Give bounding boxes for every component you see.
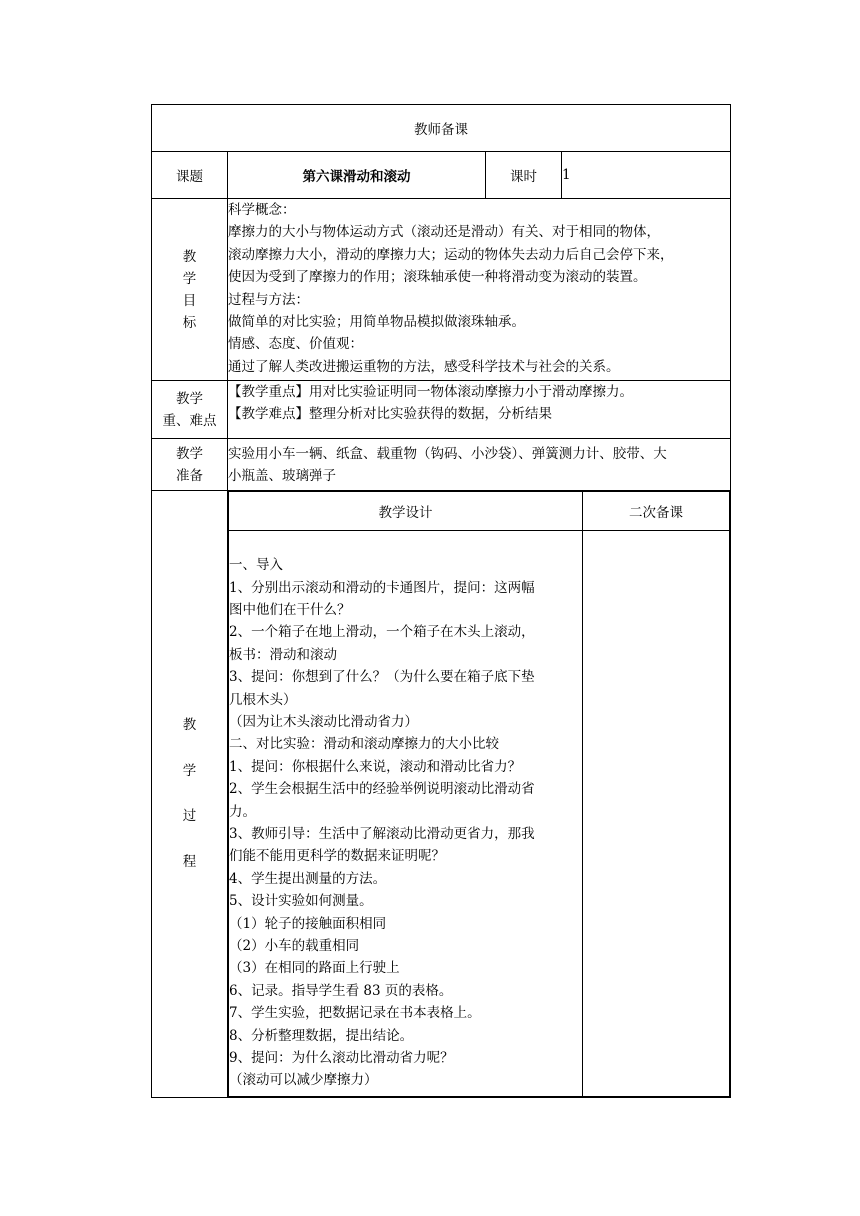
design-line: 力。 <box>229 803 256 820</box>
preparation-row <box>152 439 731 491</box>
preparation-line: 实验用小车一辆、纸盒、载重物（钩码、小沙袋）、弹簧测力计、胶带、大 <box>228 446 667 462</box>
goals-line: 摩擦力的大小与物体运动方式（滚动还是滑动）有关、对于相同的物体， <box>228 224 660 241</box>
design-line: （因为让木头滚动比滑动省力） <box>229 713 418 730</box>
key-points-label: 教学 重、难点 <box>152 381 228 439</box>
design-content <box>229 531 583 1097</box>
design-line: 一、导入 <box>229 557 283 574</box>
lesson-plan-table <box>151 104 731 1098</box>
goals-line: 滚动摩擦力大小，滑动的摩擦力大；运动的物体失去动力后自己会停下来， <box>228 246 674 263</box>
design-line: （3）在相同的路面上行驶上 <box>229 960 400 977</box>
goals-line: 通过了解人类改进搬运重物的方法，感受科学技术与社会的关系。 <box>228 358 620 375</box>
design-line: 几根木头） <box>229 691 297 708</box>
goals-line: 做简单的对比实验；用简单物品模拟做滚珠轴承。 <box>228 314 525 331</box>
design-line: 们能不能用更科学的数据来证明呢？ <box>229 848 445 865</box>
process-inner-table <box>228 491 730 1097</box>
design-line: 8、分析整理数据，提出结论。 <box>229 1027 414 1044</box>
topic-value: 第六课滑动和滚动 <box>228 152 486 199</box>
topic-label: 课题 <box>152 152 228 199</box>
process-label: 教 学 过 程 <box>152 491 228 1098</box>
design-header: 教学设计 <box>229 492 583 531</box>
goals-line: 情感、态度、价值观： <box>228 336 363 353</box>
second-prep-content <box>583 531 730 1097</box>
key-points-row <box>152 381 731 439</box>
goals-line: 过程与方法： <box>228 291 309 308</box>
design-line: 板书：滑动和滚动 <box>229 646 337 663</box>
document-title: 教师备课 <box>152 105 731 152</box>
design-line: （2）小车的载重相同 <box>229 938 360 955</box>
design-line: 3、提问：你想到了什么？（为什么要在箱子底下垫 <box>229 669 535 686</box>
preparation-line: 小瓶盖、玻璃弹子 <box>228 468 336 485</box>
key-point-line: 【教学重点】用对比实验证明同一物体滚动摩擦力小于滑动摩擦力。 <box>228 384 633 400</box>
preparation-label: 教学 准备 <box>152 439 228 491</box>
goals-line: 科学概念： <box>228 202 296 218</box>
goals-row <box>152 199 731 381</box>
design-line: 二、对比实验：滑动和滚动摩擦力的大小比较 <box>229 736 499 753</box>
goals-line: 使因为受到了摩擦力的作用；滚珠轴承使一种将滑动变为滚动的装置。 <box>228 269 647 286</box>
preparation-content <box>228 439 731 491</box>
design-line: 4、学生提出测量的方法。 <box>229 870 387 887</box>
period-label: 课时 <box>486 152 562 199</box>
design-line: 5、设计实验如何测量。 <box>229 893 373 910</box>
period-value: 1 <box>562 152 731 199</box>
goals-content <box>228 199 731 381</box>
design-line: 7、学生实验，把数据记录在书本表格上。 <box>229 1005 481 1022</box>
goals-label: 教 学 目 标 <box>152 199 228 381</box>
process-cell <box>228 491 731 1098</box>
design-line: 图中他们在干什么？ <box>229 601 351 618</box>
title-row <box>152 105 731 152</box>
design-line: 1、提问：你根据什么来说，滚动和滑动比省力？ <box>229 758 522 775</box>
design-line: （1）轮子的接触面积相同 <box>229 915 387 932</box>
process-row <box>152 491 731 1098</box>
design-line: （滚动可以减少摩擦力） <box>229 1072 378 1089</box>
design-line: 2、一个箱子在地上滑动，一个箱子在木头上滚动， <box>229 624 535 641</box>
key-points-content <box>228 381 731 439</box>
second-prep-header: 二次备课 <box>583 492 730 531</box>
design-line: 1、分别出示滚动和滑动的卡通图片，提问：这两幅 <box>229 579 535 596</box>
design-line: 9、提问：为什么滚动比滑动省力呢？ <box>229 1050 454 1067</box>
topic-row <box>152 152 731 199</box>
design-line: 2、学生会根据生活中的经验举例说明滚动比滑动省 <box>229 781 535 798</box>
design-line: 6、记录。指导学生看 83 页的表格。 <box>229 982 453 999</box>
design-line: 3、教师引导：生活中了解滚动比滑动更省力，那我 <box>229 826 535 842</box>
key-point-line: 【教学难点】整理分析对比实验获得的数据，分析结果 <box>228 406 552 423</box>
